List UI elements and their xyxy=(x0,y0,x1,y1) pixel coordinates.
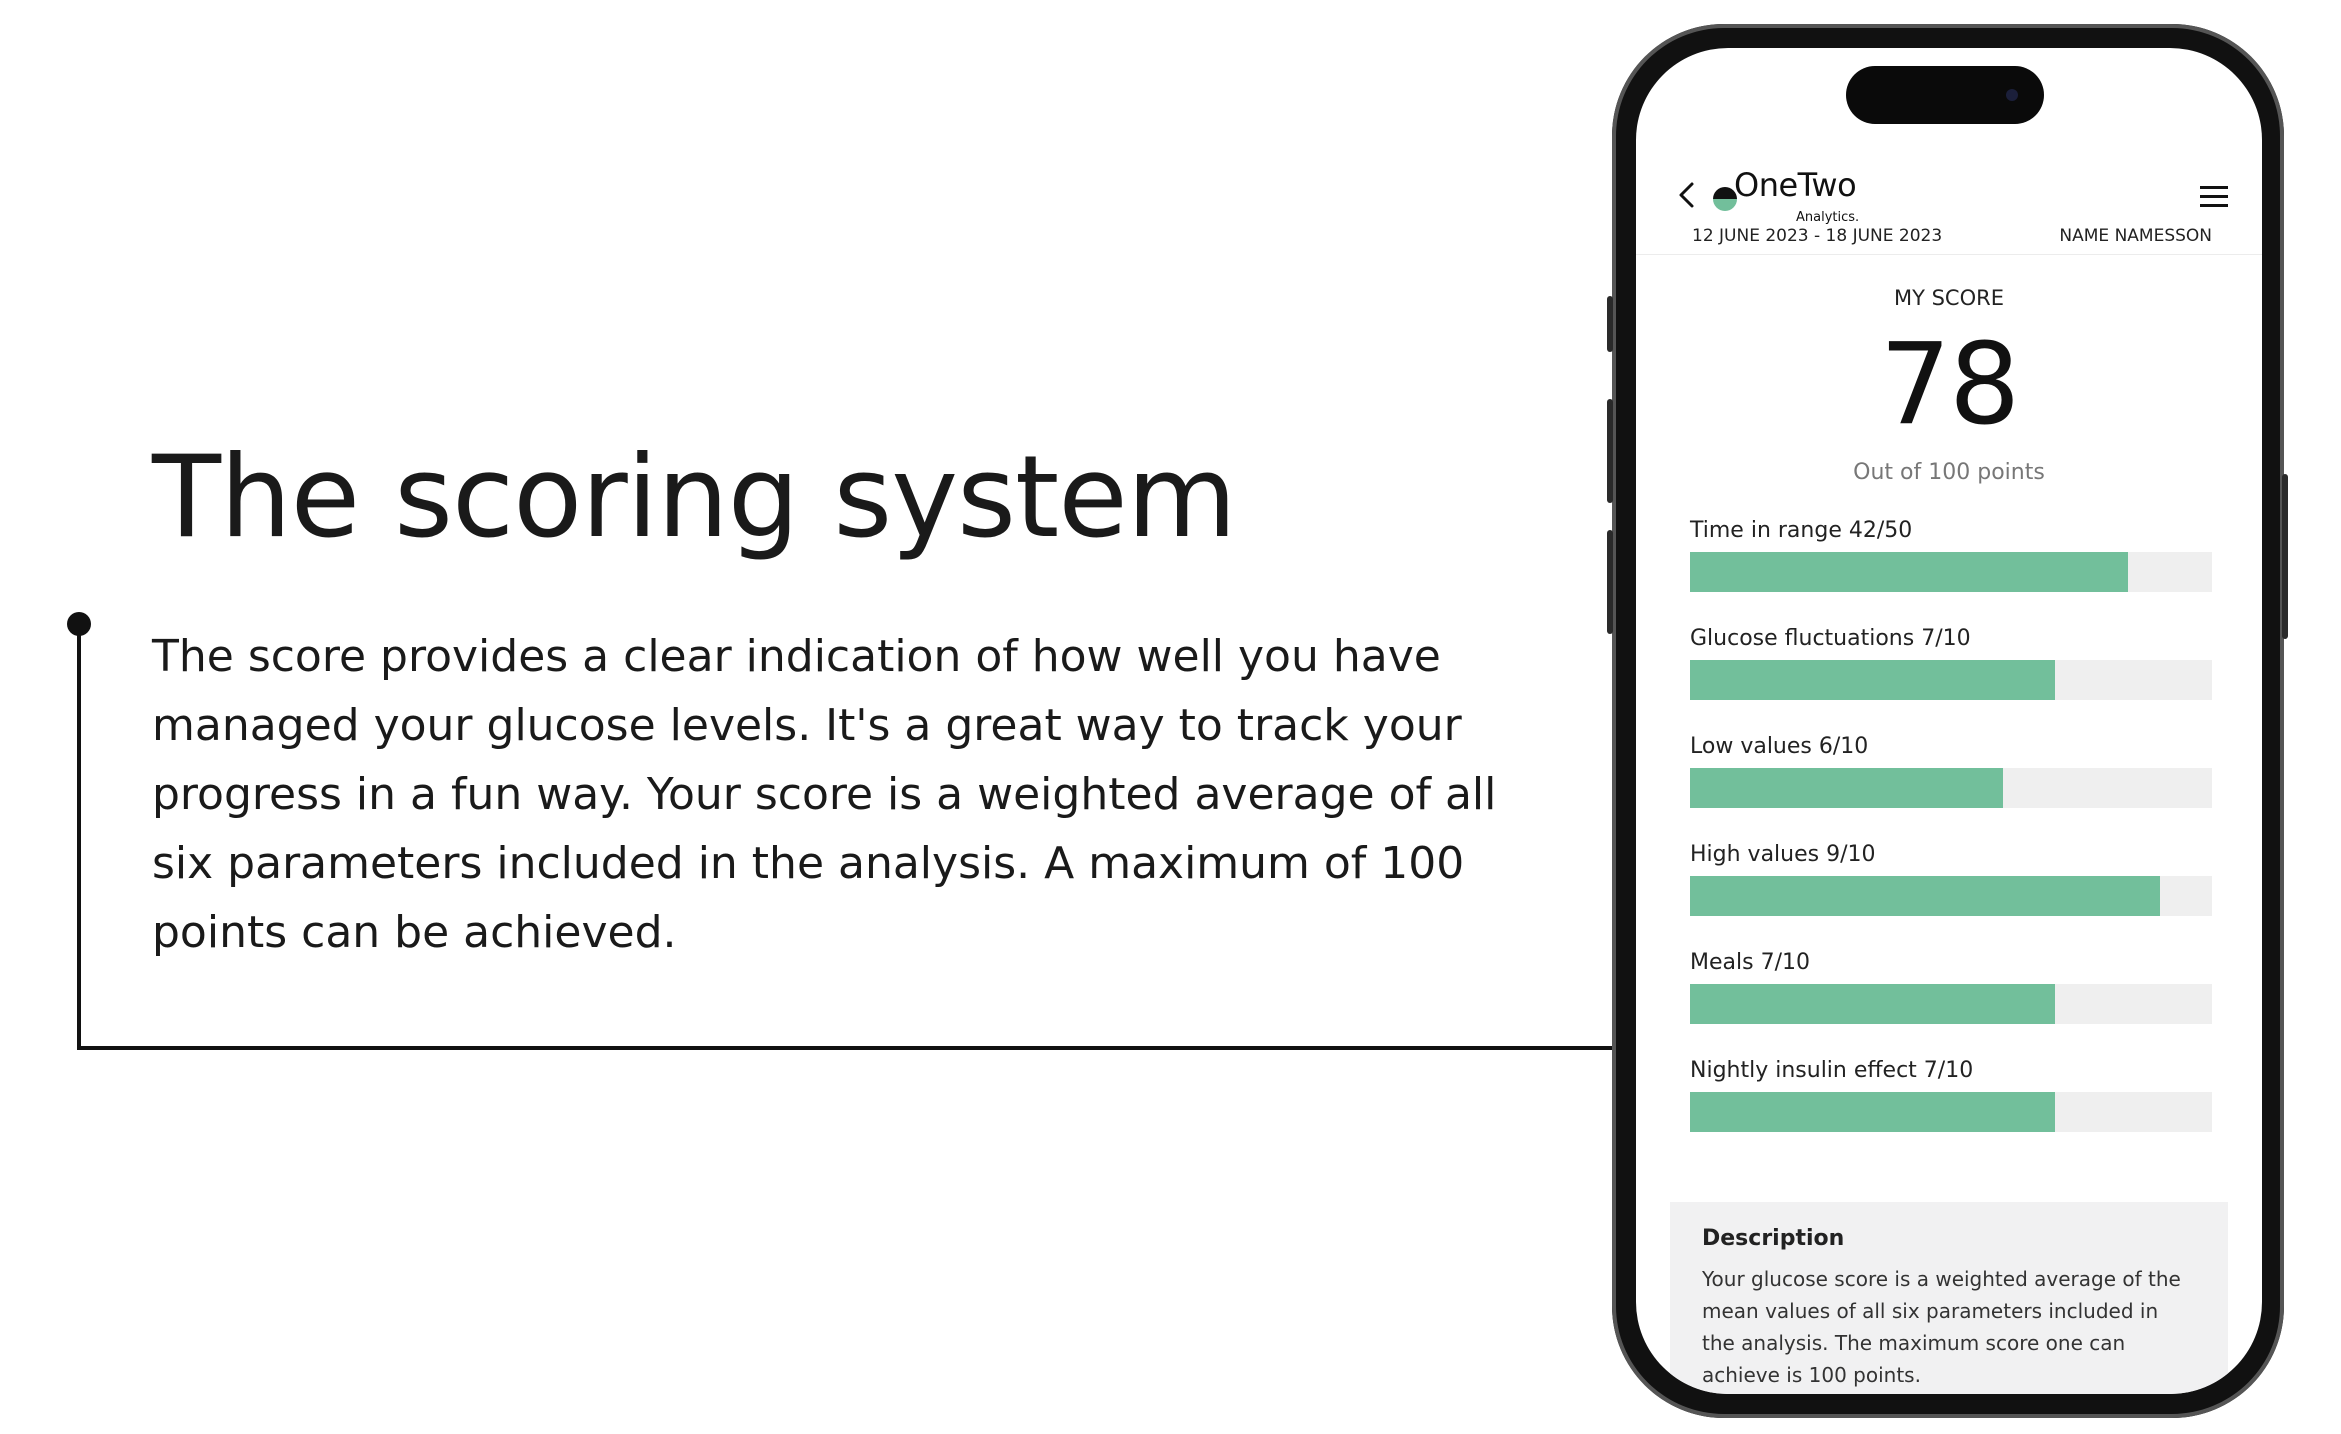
metric-label: Glucose fluctuations 7/10 xyxy=(1690,626,1971,651)
date-range: 12 JUNE 2023 - 18 JUNE 2023 xyxy=(1692,226,1943,246)
metric-label: Meals 7/10 xyxy=(1690,950,1810,975)
connector-line-vertical xyxy=(77,624,81,1050)
phone-power-button xyxy=(2282,474,2288,639)
metric-nightly-insulin-effect xyxy=(1690,1054,2212,1132)
metric-fill xyxy=(1690,1092,2055,1132)
metric-label: Nightly insulin effect 7/10 xyxy=(1690,1058,1974,1083)
description-title: Description xyxy=(1702,1226,1845,1251)
metric-glucose-fluctuations xyxy=(1690,622,2212,700)
logo-subtitle: Analytics. xyxy=(1796,210,1860,225)
metric-meals xyxy=(1690,946,2212,1024)
description-card xyxy=(1670,1202,2228,1394)
metric-time-in-range xyxy=(1690,514,2212,592)
metric-high-values xyxy=(1690,838,2212,916)
metric-fill xyxy=(1690,660,2055,700)
description-text: Your glucose score is a weighted average of the mean values of all six parameters included in the analysis. The maximum score one can achieve is 100 points. xyxy=(1702,1267,2181,1387)
metric-track xyxy=(1690,876,2212,916)
slide-title: The scoring system xyxy=(152,431,1236,563)
metric-fill xyxy=(1690,552,2128,592)
menu-icon[interactable] xyxy=(2198,184,2230,210)
metric-fill xyxy=(1690,984,2055,1024)
metric-fill xyxy=(1690,768,2003,808)
metric-low-values xyxy=(1690,730,2212,808)
user-name: NAME NAMESSON xyxy=(2059,226,2212,246)
score-label: MY SCORE xyxy=(1893,286,2004,310)
metric-label: Time in range 42/50 xyxy=(1690,518,1913,543)
slide-body-text: The score provides a clear indication of how well you have managed your glucose levels. It's a great way to track your progress in a fun way. Your score is a weighted average of all six parameters included in the analysis. A maximum of 100 points can be achieved. xyxy=(152,631,1497,958)
metric-track xyxy=(1690,1092,2212,1132)
score-subtitle: Out of 100 points xyxy=(1853,460,2045,485)
metric-label: High values 9/10 xyxy=(1690,842,1876,867)
back-chevron-icon[interactable] xyxy=(1672,180,1702,210)
score-value: 78 xyxy=(1879,320,2019,450)
phone-screen xyxy=(1636,48,2262,1394)
phone-action-button xyxy=(1607,296,1613,352)
metric-track xyxy=(1690,660,2212,700)
metric-track xyxy=(1690,552,2212,592)
metric-track xyxy=(1690,768,2212,808)
front-camera-icon xyxy=(2006,89,2018,101)
phone-volume-up-button xyxy=(1607,399,1613,503)
phone-volume-down-button xyxy=(1607,530,1613,634)
connector-line-horizontal xyxy=(77,1046,1617,1050)
metric-label: Low values 6/10 xyxy=(1690,734,1869,759)
logo-name: OneTwo xyxy=(1734,166,1857,204)
dynamic-island xyxy=(1846,66,2044,124)
metric-track xyxy=(1690,984,2212,1024)
metric-fill xyxy=(1690,876,2160,916)
